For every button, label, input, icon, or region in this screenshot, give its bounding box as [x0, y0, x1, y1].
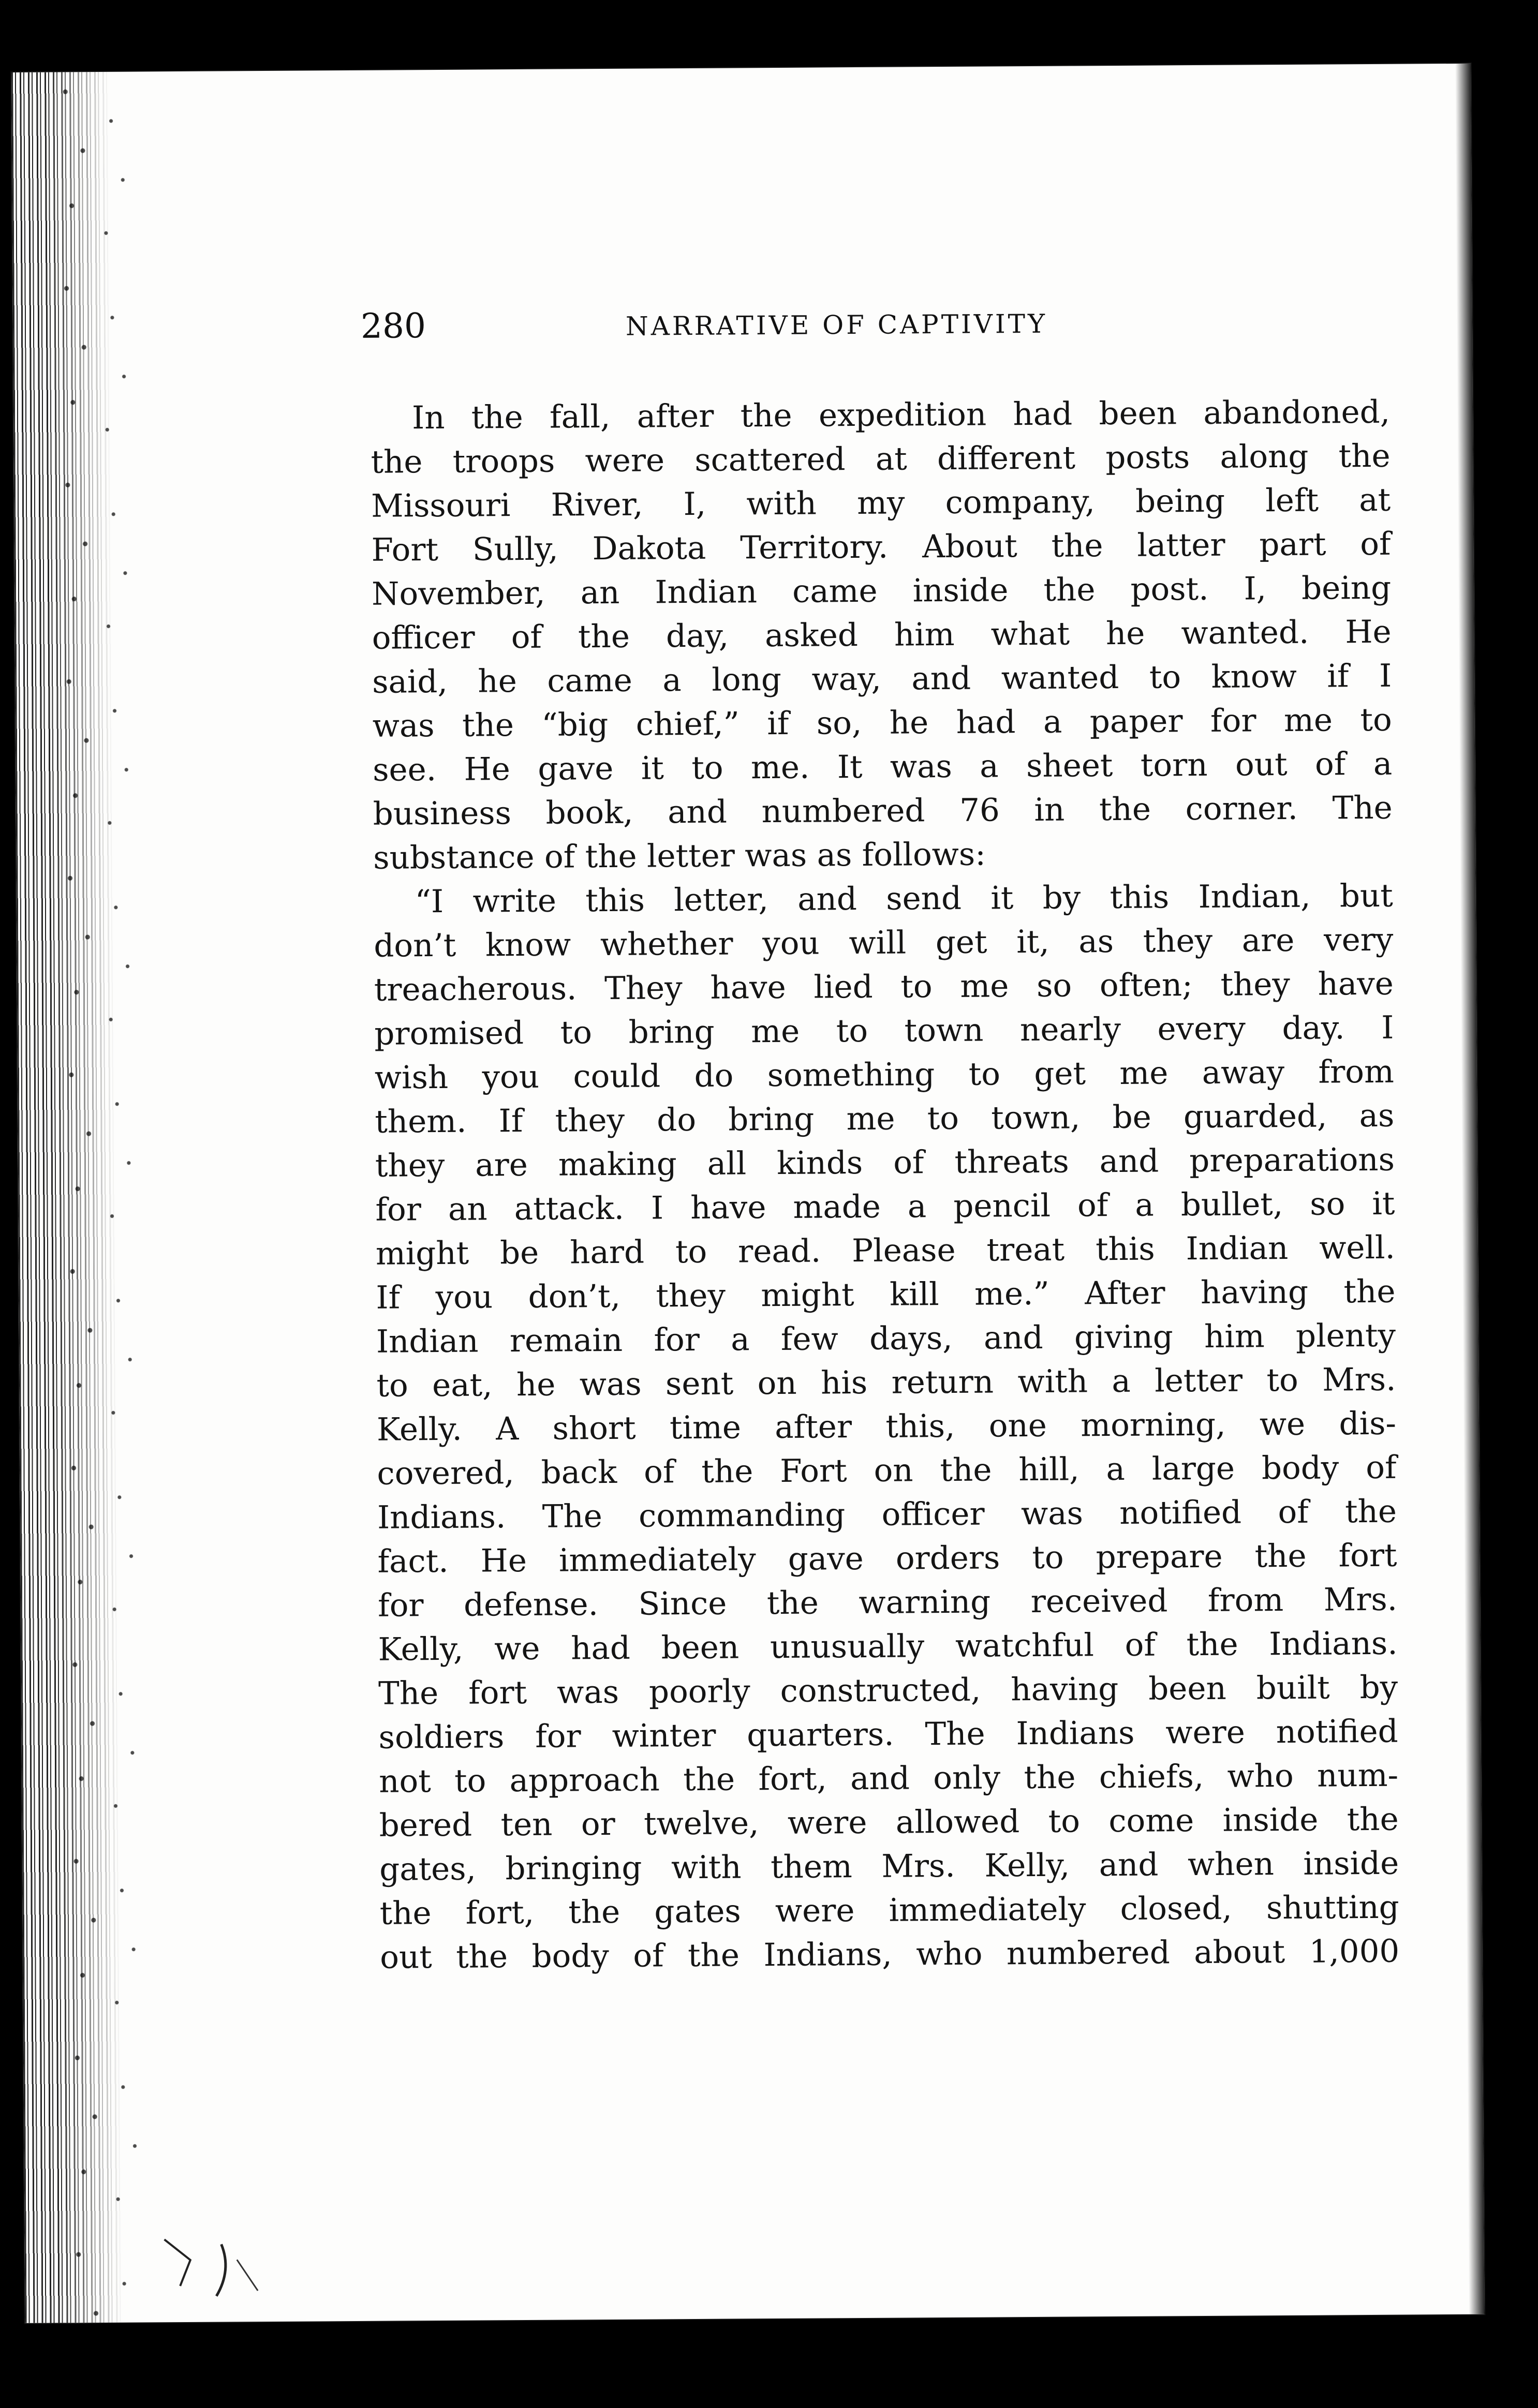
text-line: officer of the day, asked him what he wanted. He: [372, 613, 1392, 657]
text-line: said, he came a long way, and wanted to know if I: [372, 657, 1392, 701]
text-line: the troops were scattered at different posts along the: [371, 437, 1391, 481]
binding-scratch-marks: [159, 2228, 325, 2301]
text-line: promised to bring me to town nearly every day. I: [374, 1009, 1394, 1052]
text-line: them. If they do bring me to town, be guarded, as: [375, 1097, 1395, 1140]
text-line: In the fall, after the expedition had been abandoned,: [411, 393, 1391, 437]
text-line: November, an Indian came inside the post. I, being: [371, 569, 1392, 613]
text-line: The fort was poorly constructed, having been built by: [378, 1669, 1398, 1712]
text-line: Kelly. A short time after this, one morning, we dis-: [376, 1405, 1397, 1448]
page-header: [361, 295, 1215, 352]
text-line: treacherous. They have lied to me so often; they have: [374, 965, 1394, 1008]
text-line: Missouri River, I, with my company, being left at: [371, 481, 1391, 525]
text-line: soldiers for winter quarters. The Indians were notified: [378, 1713, 1398, 1756]
text-line: they are making all kinds of threats and preparations: [375, 1141, 1395, 1184]
text-line: “I write this letter, and send it by this Indian, but: [415, 877, 1393, 920]
text-line: for an attack. I have made a pencil of a bullet, so it: [375, 1185, 1395, 1228]
text-line: If you don’t, they might kill me.” After having the: [376, 1273, 1396, 1316]
text-line: business book, and numbered 76 in the corner. The: [373, 789, 1393, 833]
text-line: Fort Sully, Dakota Territory. About the latter part of: [371, 525, 1391, 569]
text-line: gates, bringing with them Mrs. Kelly, and when inside: [379, 1845, 1399, 1888]
text-line: out the body of the Indians, who numbered about 1,000: [380, 1933, 1400, 1976]
text-line: the fort, the gates were immediately closed, shutting: [379, 1889, 1399, 1932]
page-number: 280: [360, 306, 426, 346]
text-line: was the “big chief,” if so, he had a paper for me to: [372, 701, 1392, 745]
text-line: to eat, he was sent on his return with a letter to Mrs.: [376, 1361, 1396, 1404]
text-line: don’t know whether you will get it, as they are very: [374, 921, 1394, 964]
text-line: might be hard to read. Please treat this Indian well.: [375, 1229, 1396, 1272]
binding-speckles: [42, 71, 170, 2323]
text-line: covered, back of the Fort on the hill, a large body of: [377, 1449, 1397, 1492]
body-text: [371, 390, 1400, 1980]
book-page: [11, 64, 1485, 2323]
running-head: NARRATIVE OF CAPTIVITY: [625, 308, 1048, 341]
text-line: Indians. The commanding officer was notified of the: [377, 1493, 1397, 1536]
text-line: Indian remain for a few days, and giving him plenty: [376, 1317, 1396, 1360]
page-edge-shadow: [1455, 64, 1485, 2314]
text-line: Kelly, we had been unusually watchful of the Indians.: [378, 1625, 1398, 1668]
text-line: fact. He immediately gave orders to prepare the fort: [377, 1537, 1397, 1580]
text-line: for defense. Since the warning received from Mrs.: [377, 1581, 1398, 1624]
text-line: substance of the letter was as follows:: [373, 836, 986, 876]
text-line: bered ten or twelve, were allowed to come inside the: [379, 1801, 1399, 1844]
text-line: wish you could do something to get me away from: [374, 1053, 1395, 1096]
text-line: see. He gave it to me. It was a sheet torn out of a: [373, 745, 1393, 789]
text-line: not to approach the fort, and only the chiefs, who num-: [378, 1757, 1399, 1800]
